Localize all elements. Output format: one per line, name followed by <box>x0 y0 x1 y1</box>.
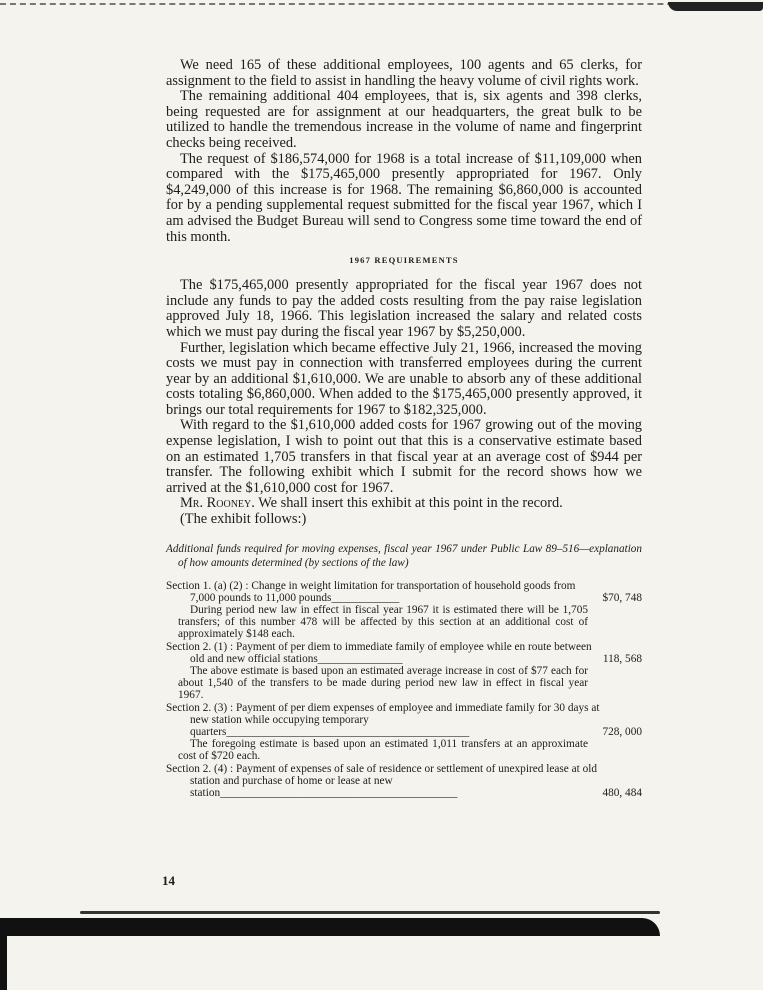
scan-edge-mark <box>668 2 763 11</box>
speaker-name: Mr. Rooney. <box>180 495 255 512</box>
exhibit-section-text: Section 2. (1) : Payment of per diem to immediate family of employee while en route between old and new official stations_______________ <box>166 640 592 665</box>
exhibit-amount: 480, 484 <box>602 787 642 800</box>
exhibit-follows: (The exhibit follows:) <box>180 511 307 528</box>
section-heading: 1967 REQUIREMENTS <box>349 255 459 266</box>
body-text-top <box>166 58 642 245</box>
exhibit-caption: Additional funds required for moving expenses, fiscal year 1967 under Public Law 89–516—explanation of how amounts determined (by sections of the law) <box>166 542 642 569</box>
exhibit-table <box>166 580 642 800</box>
exhibit-row <box>166 641 642 665</box>
exhibit-section-text: Section 2. (4) : Payment of expenses of sale of residence or settlement of unexpired lease at old station and purchase of home or lease at new station__________________________________________ <box>166 762 598 800</box>
exhibit-row <box>166 702 642 739</box>
exhibit-section-text: Section 2. (3) : Payment of per diem expenses of employee and immediate family for 30 days at new station while occupying temporary quarters___________________________________________ <box>166 701 600 739</box>
paragraph: With regard to the $1,610,000 added costs for 1967 growing out of the moving expense legislation, I wish to point out that this is a conservative estimate based on an estimated 1,705 transfers in that fiscal year at an average cost of $944 per transfer. The following exhibit which I submit for the record shows how we arrived at the $1,610,000 cost for 1967. <box>166 417 642 496</box>
document-page <box>166 58 642 799</box>
top-dashed-rule <box>0 3 763 5</box>
scan-left-edge <box>0 930 7 990</box>
exhibit-row <box>166 763 642 800</box>
paragraph: The remaining additional 404 employees, that is, six agents and 398 clerks, being requested are for assignment at our headquarters, the great bulk to be utilized to handle the tremendous increase in the volume of name and fingerprint checks being received. <box>166 88 642 151</box>
scan-bottom-shadow <box>0 918 660 936</box>
paragraph: The request of $186,574,000 for 1968 is a total increase of $11,109,000 when compared with the $175,465,000 presently appropriated for 1967. Only $4,249,000 of this increase is for 1968. The remaining $6,860,000 is accounted for by a pending supplemental request submitted for the fiscal year 1967, which I am advised the Budget Bureau will send to Congress some time toward the end of this month. <box>166 150 642 245</box>
exhibit-row <box>166 580 642 604</box>
body-text-bottom <box>166 278 642 528</box>
exhibit-amount: 728, 000 <box>602 726 642 739</box>
speaker-text: We shall insert this exhibit at this point in the record. <box>254 495 563 512</box>
rooney-statement <box>166 496 642 512</box>
paragraph: Further, legislation which became effective July 21, 1966, increased the moving costs we must pay in connection with transferred employees during the current year by an additional $1,610,000. We are unable to absorb any of these additional costs totaling $6,860,000. When added to the $175,465,000 presently approved, it brings our total requirements for 1967 to $182,325,000. <box>166 339 642 418</box>
exhibit-note: The above estimate is based upon an estimated average increase in cost of $77 each for about 1,540 of the transfers to be made during period new law in effect in fiscal year 1967. <box>178 665 588 702</box>
exhibit-section-text: Section 1. (a) (2) : Change in weight limitation for transportation of household goods from 7,000 pounds to 11,000 pounds____________ <box>166 579 576 604</box>
paragraph: We need 165 of these additional employees, 100 agents and 65 clerks, for assignment to the field to assist in handling the heavy volume of civil rights work. <box>166 57 642 89</box>
bottom-rule <box>80 911 660 914</box>
paragraph: The $175,465,000 presently appropriated for the fiscal year 1967 does not include any funds to pay the added costs resulting from the pay raise legislation approved July 18, 1966. This legislation increased the salary and related costs which we must pay during the fiscal year 1967 by $5,250,000. <box>166 277 642 340</box>
exhibit-note: During period new law in effect in fiscal year 1967 it is estimated there will be 1,705 transfers; of this number 478 will be affected by this section at an additional cost of approximately $148 each. <box>178 604 588 641</box>
exhibit-amount: $70, 748 <box>602 591 642 604</box>
exhibit-amount: 118, 568 <box>602 652 642 665</box>
page-number: 14 <box>162 873 175 888</box>
exhibit-note: The foregoing estimate is based upon an estimated 1,011 transfers at an approximate cost of $720 each. <box>178 738 588 763</box>
